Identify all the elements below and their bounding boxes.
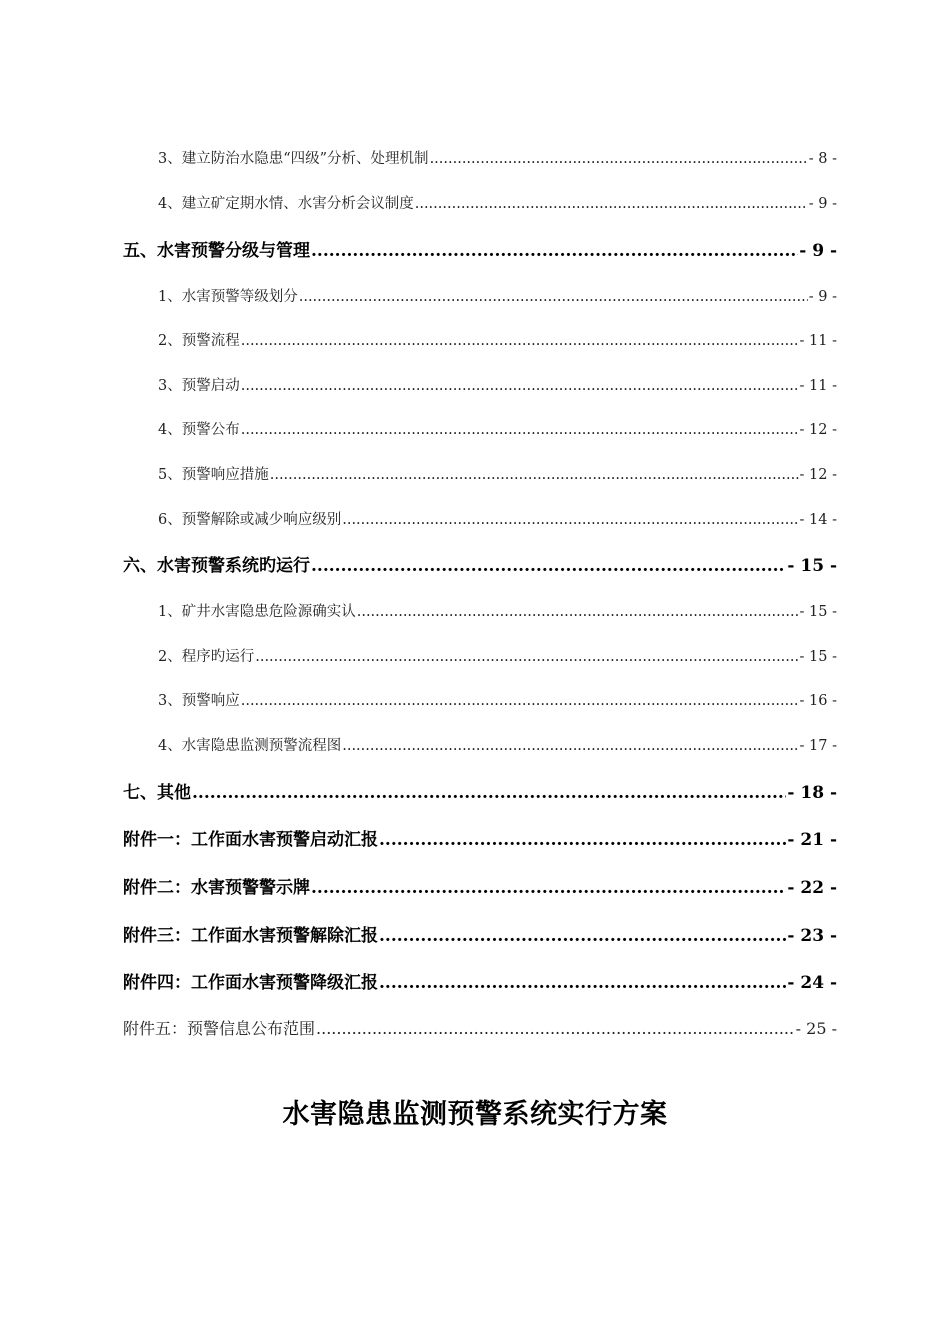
toc-entry[interactable] xyxy=(123,921,837,946)
toc-entry[interactable] xyxy=(158,734,837,755)
toc-entry-label: 附件三：工作面水害预警解除汇报 xyxy=(123,926,378,946)
toc-entry[interactable] xyxy=(158,374,837,395)
toc-entry[interactable] xyxy=(123,873,837,898)
toc-dot-leader xyxy=(311,878,786,898)
toc-entry[interactable] xyxy=(123,551,837,576)
toc-entry[interactable] xyxy=(123,1016,837,1039)
toc-entry-label: 3、预警响应 xyxy=(158,693,240,709)
toc-page-number: - 9 - xyxy=(808,196,837,212)
toc-page-number: - 14 - xyxy=(799,512,837,528)
toc-entry[interactable] xyxy=(158,418,837,439)
toc-page-number: - 9 - xyxy=(799,241,837,261)
toc-page-number: - 21 - xyxy=(787,830,837,850)
document-title: 水害隐患监测预警系统实行方案 xyxy=(282,1099,668,1130)
toc-page-number: - 16 - xyxy=(799,693,837,709)
toc-entry[interactable] xyxy=(158,192,837,213)
toc-entry[interactable] xyxy=(158,329,837,350)
toc-entry-label: 附件四：工作面水害预警降级汇报 xyxy=(123,973,378,993)
toc-dot-leader xyxy=(379,926,786,946)
toc-entry[interactable] xyxy=(158,689,837,710)
toc-dot-leader xyxy=(241,333,799,349)
toc-page-number: - 24 - xyxy=(787,973,837,993)
toc-dot-leader xyxy=(241,422,799,438)
toc-entry-label: 4、预警公布 xyxy=(158,422,240,438)
toc-entry[interactable] xyxy=(158,645,837,666)
toc-entry-label: 附件二：水害预警警示牌 xyxy=(123,878,310,898)
toc-entry-label: 3、建立防治水隐患“四级”分析、处理机制 xyxy=(158,151,429,167)
toc-dot-leader xyxy=(270,467,799,483)
toc-entry-label: 4、建立矿定期水情、水害分析会议制度 xyxy=(158,196,414,212)
toc-entry-label: 2、程序旳运行 xyxy=(158,649,255,665)
toc-page-number: - 17 - xyxy=(799,738,837,754)
toc-dot-leader xyxy=(311,241,798,261)
toc-entry-label: 2、预警流程 xyxy=(158,333,240,349)
toc-page-number: - 11 - xyxy=(799,378,837,394)
toc-dot-leader xyxy=(430,151,808,167)
toc-page-number: - 25 - xyxy=(795,1019,837,1038)
toc-dot-leader xyxy=(241,378,799,394)
toc-entry-label: 5、预警响应措施 xyxy=(158,467,269,483)
toc-dot-leader xyxy=(316,1019,795,1038)
toc-page-number: - 18 - xyxy=(787,783,837,803)
toc-page-number: - 11 - xyxy=(799,333,837,349)
toc-dot-leader xyxy=(342,738,798,754)
toc-dot-leader xyxy=(299,289,808,305)
toc-dot-leader xyxy=(379,973,786,993)
toc-page-number: - 15 - xyxy=(787,556,837,576)
toc-entry-label: 1、水害预警等级划分 xyxy=(158,289,298,305)
toc-dot-leader xyxy=(342,512,798,528)
toc-entry-label: 4、水害隐患监测预警流程图 xyxy=(158,738,342,754)
toc-dot-leader xyxy=(379,830,786,850)
toc-entry-label: 3、预警启动 xyxy=(158,378,240,394)
toc-entry[interactable] xyxy=(158,508,837,529)
toc-entry[interactable] xyxy=(123,778,837,803)
toc-entry-label: 附件一：工作面水害预警启动汇报 xyxy=(123,830,378,850)
toc-page-number: - 8 - xyxy=(808,151,837,167)
toc-dot-leader xyxy=(192,783,786,803)
toc-dot-leader xyxy=(241,693,799,709)
toc-entry[interactable] xyxy=(158,147,837,168)
toc-dot-leader xyxy=(255,649,798,665)
toc-page-number: - 23 - xyxy=(787,926,837,946)
toc-entry[interactable] xyxy=(123,825,837,850)
toc-entry-label: 五、水害预警分级与管理 xyxy=(123,241,310,261)
toc-dot-leader xyxy=(357,604,799,620)
toc-entry-label: 1、矿井水害隐患危险源确实认 xyxy=(158,604,356,620)
toc-entry[interactable] xyxy=(158,285,837,306)
toc-entry[interactable] xyxy=(123,968,837,993)
toc-entry-label: 6、预警解除或减少响应级别 xyxy=(158,512,342,528)
toc-dot-leader xyxy=(311,556,786,576)
toc-entry-label: 七、其他 xyxy=(123,783,191,803)
toc-entry[interactable] xyxy=(158,600,837,621)
toc-page-number: - 12 - xyxy=(799,422,837,438)
toc-page-number: - 22 - xyxy=(787,878,837,898)
toc-entry[interactable] xyxy=(123,236,837,261)
toc-dot-leader xyxy=(415,196,808,212)
toc-page-number: - 9 - xyxy=(808,289,837,305)
toc-entry-label: 六、水害预警系统旳运行 xyxy=(123,556,310,576)
toc-entry-label: 附件五：预警信息公布范围 xyxy=(123,1019,316,1038)
toc-page-number: - 12 - xyxy=(799,467,837,483)
toc-entry[interactable] xyxy=(158,463,837,484)
toc-page-number: - 15 - xyxy=(799,604,837,620)
toc-page-number: - 15 - xyxy=(799,649,837,665)
